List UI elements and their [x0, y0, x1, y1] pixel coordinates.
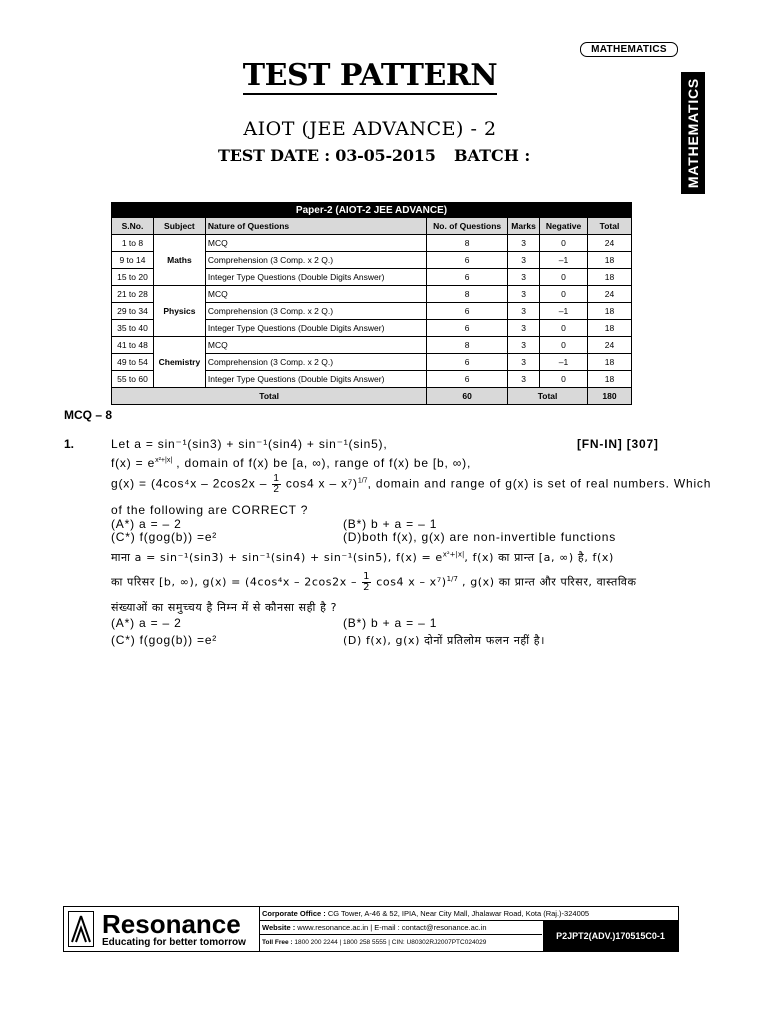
cell-negative: 0 — [540, 286, 588, 303]
question-reference: [FN-IN] [307] — [577, 437, 659, 451]
brand-tagline: Educating for better tomorrow — [102, 937, 246, 948]
total-row — [112, 388, 632, 405]
cell-nature: Integer Type Questions (Double Digits Answer) — [205, 269, 426, 286]
text: www.resonance.ac.in | E-mail : contact@resonance.ac.in — [295, 923, 487, 932]
cell-nature: Comprehension (3 Comp. x 2 Q.) — [205, 354, 426, 371]
batch-label: BATCH : — [454, 146, 531, 165]
page-footer — [63, 906, 679, 952]
superscript: 1/7 — [357, 477, 368, 485]
table-row — [112, 286, 632, 303]
label: Toll Free : — [262, 939, 293, 946]
cell-count: 6 — [427, 303, 508, 320]
cell-count: 6 — [427, 269, 508, 286]
text: माना a = sin⁻¹(sin3) + sin⁻¹(sin4) + sin⁻¹(sin5), f(x) = e — [111, 551, 443, 564]
website-line — [260, 921, 542, 935]
cell-sno: 55 to 60 — [112, 371, 154, 388]
cell-sno: 35 to 40 — [112, 320, 154, 337]
cell-sno: 9 to 14 — [112, 252, 154, 269]
resonance-logo-icon — [68, 911, 94, 947]
cell-count: 6 — [427, 354, 508, 371]
text: cos4 x – x⁷) — [285, 476, 358, 491]
text: का परिसर [b, ∞), g(x) = (4cos⁴x – 2cos2x – — [111, 575, 358, 589]
total-questions: 60 — [427, 388, 508, 405]
cell-negative: –1 — [540, 354, 588, 371]
test-name: AIOT (JEE ADVANCE) - 2 — [243, 118, 497, 140]
question-number: 1. — [64, 437, 75, 451]
cell-nature: MCQ — [205, 286, 426, 303]
question-line — [111, 456, 471, 470]
cell-nature: MCQ — [205, 337, 426, 354]
col-header: Negative — [540, 218, 588, 235]
cell-negative: –1 — [540, 303, 588, 320]
col-header: Nature of Questions — [205, 218, 426, 235]
cell-negative: 0 — [540, 337, 588, 354]
cell-negative: 0 — [540, 371, 588, 388]
cell-total: 24 — [588, 235, 632, 252]
cell-count: 6 — [427, 371, 508, 388]
cell-count: 8 — [427, 337, 508, 354]
cell-total: 18 — [588, 320, 632, 337]
cell-marks: 3 — [508, 303, 540, 320]
label: Website : — [262, 923, 296, 932]
total-label: Total — [112, 388, 427, 405]
cell-nature: Comprehension (3 Comp. x 2 Q.) — [205, 303, 426, 320]
text: cos4 x – x⁷) — [376, 575, 447, 589]
cell-sno: 1 to 8 — [112, 235, 154, 252]
cell-marks: 3 — [508, 320, 540, 337]
cell-subject: Chemistry — [153, 337, 205, 388]
cell-nature: Integer Type Questions (Double Digits Answer) — [205, 371, 426, 388]
cell-negative: 0 — [540, 269, 588, 286]
option-c-hindi: (C*) f(gog(b)) =e² — [111, 633, 218, 647]
text: , domain of f(x) be [a, ∞), range of f(x) be [b, ∞), — [172, 456, 472, 470]
test-date: TEST DATE : 03-05-2015 — [218, 146, 436, 165]
page-title-text: TEST PATTERN — [242, 58, 498, 93]
cell-total: 18 — [588, 252, 632, 269]
table-row — [112, 337, 632, 354]
cell-total: 18 — [588, 354, 632, 371]
side-label-text: MATHEMATICS — [685, 77, 701, 189]
cell-total: 24 — [588, 286, 632, 303]
cell-count: 6 — [427, 252, 508, 269]
table-caption: Paper-2 (AIOT-2 JEE ADVANCE) — [112, 203, 632, 218]
option-a: (A*) a = – 2 — [111, 517, 182, 531]
cell-negative: 0 — [540, 235, 588, 252]
question-line-hindi — [111, 572, 637, 593]
question-line: of the following are CORRECT ? — [111, 503, 309, 517]
cell-count: 6 — [427, 320, 508, 337]
text: , f(x) का प्रान्त [a, ∞) है, f(x) — [464, 551, 614, 564]
text: 1800 200 2244 | 1800 258 5555 | CIN: U80302RJ2007PTC024029 — [292, 939, 487, 946]
cell-count: 8 — [427, 235, 508, 252]
cell-negative: –1 — [540, 252, 588, 269]
text: , domain and range of g(x) is set of real numbers. Which — [367, 476, 712, 491]
cell-sno: 41 to 48 — [112, 337, 154, 354]
col-header: Marks — [508, 218, 540, 235]
text: CG Tower, A-46 & 52, IPIA, Near City Mall, Jhalawar Road, Kota (Raj.)-324005 — [325, 909, 590, 918]
text: , g(x) का प्रान्त और परिसर, वास्तविक — [457, 575, 637, 589]
label: Corporate Office : — [262, 909, 326, 918]
text: g(x) = (4cos⁴x – 2cos2x – — [111, 476, 268, 491]
question-line — [111, 474, 711, 495]
cell-sno: 49 to 54 — [112, 354, 154, 371]
cell-marks: 3 — [508, 337, 540, 354]
subject-tag: MATHEMATICS — [580, 42, 678, 57]
fraction — [362, 572, 371, 593]
section-heading: MCQ – 8 — [64, 408, 113, 422]
brand-logo — [64, 907, 260, 951]
cell-negative: 0 — [540, 320, 588, 337]
cell-marks: 3 — [508, 371, 540, 388]
cell-sno: 15 to 20 — [112, 269, 154, 286]
fraction-denominator: 2 — [273, 484, 280, 495]
cell-total: 24 — [588, 337, 632, 354]
cell-nature: Integer Type Questions (Double Digits Answer) — [205, 320, 426, 337]
cell-marks: 3 — [508, 354, 540, 371]
total-marks: 180 — [588, 388, 632, 405]
tollfree-line — [260, 936, 542, 950]
cell-sno: 21 to 28 — [112, 286, 154, 303]
fraction-numerator: 1 — [273, 473, 280, 484]
superscript: x²+|x| — [442, 550, 465, 559]
fraction — [272, 474, 280, 495]
option-d-hindi: (D) f(x), g(x) दोनों प्रतिलोम फलन नहीं है। — [343, 634, 546, 647]
text: f(x) = e — [111, 456, 156, 470]
total-label: Total — [508, 388, 588, 405]
cell-marks: 3 — [508, 252, 540, 269]
option-d: (D)both f(x), g(x) are non-invertible functions — [343, 530, 617, 544]
question-line-hindi: संख्याओं का समुच्चय है निम्न में से कौनसा सही है ? — [111, 601, 338, 614]
cell-marks: 3 — [508, 286, 540, 303]
cell-marks: 3 — [508, 269, 540, 286]
superscript: 1/7 — [446, 574, 458, 583]
test-pattern-table — [111, 202, 632, 405]
corporate-office — [260, 907, 678, 921]
cell-sno: 29 to 34 — [112, 303, 154, 320]
option-c: (C*) f(gog(b)) =e² — [111, 530, 218, 544]
question-line: Let a = sin⁻¹(sin3) + sin⁻¹(sin4) + sin⁻¹(sin5), — [111, 437, 388, 451]
fraction-denominator: 2 — [363, 582, 371, 593]
col-header: S.No. — [112, 218, 154, 235]
col-header: Subject — [153, 218, 205, 235]
cell-total: 18 — [588, 371, 632, 388]
option-b: (B*) b + a = – 1 — [343, 517, 438, 531]
col-header: No. of Questions — [427, 218, 508, 235]
cell-total: 18 — [588, 303, 632, 320]
table-row — [112, 235, 632, 252]
brand-name: Resonance — [102, 909, 241, 939]
option-b-hindi: (B*) b + a = – 1 — [343, 616, 438, 630]
cell-count: 8 — [427, 286, 508, 303]
cell-marks: 3 — [508, 235, 540, 252]
question-line-hindi — [111, 550, 614, 565]
cell-total: 18 — [588, 269, 632, 286]
cell-nature: Comprehension (3 Comp. x 2 Q.) — [205, 252, 426, 269]
page-title — [0, 58, 740, 93]
option-a-hindi: (A*) a = – 2 — [111, 616, 182, 630]
cell-nature: MCQ — [205, 235, 426, 252]
fraction-numerator: 1 — [363, 571, 371, 582]
paper-code: P2JPT2(ADV.)170515C0-1 — [543, 921, 678, 951]
cell-subject: Maths — [153, 235, 205, 286]
superscript: x²+|x| — [155, 457, 173, 464]
col-header: Total — [588, 218, 632, 235]
cell-subject: Physics — [153, 286, 205, 337]
